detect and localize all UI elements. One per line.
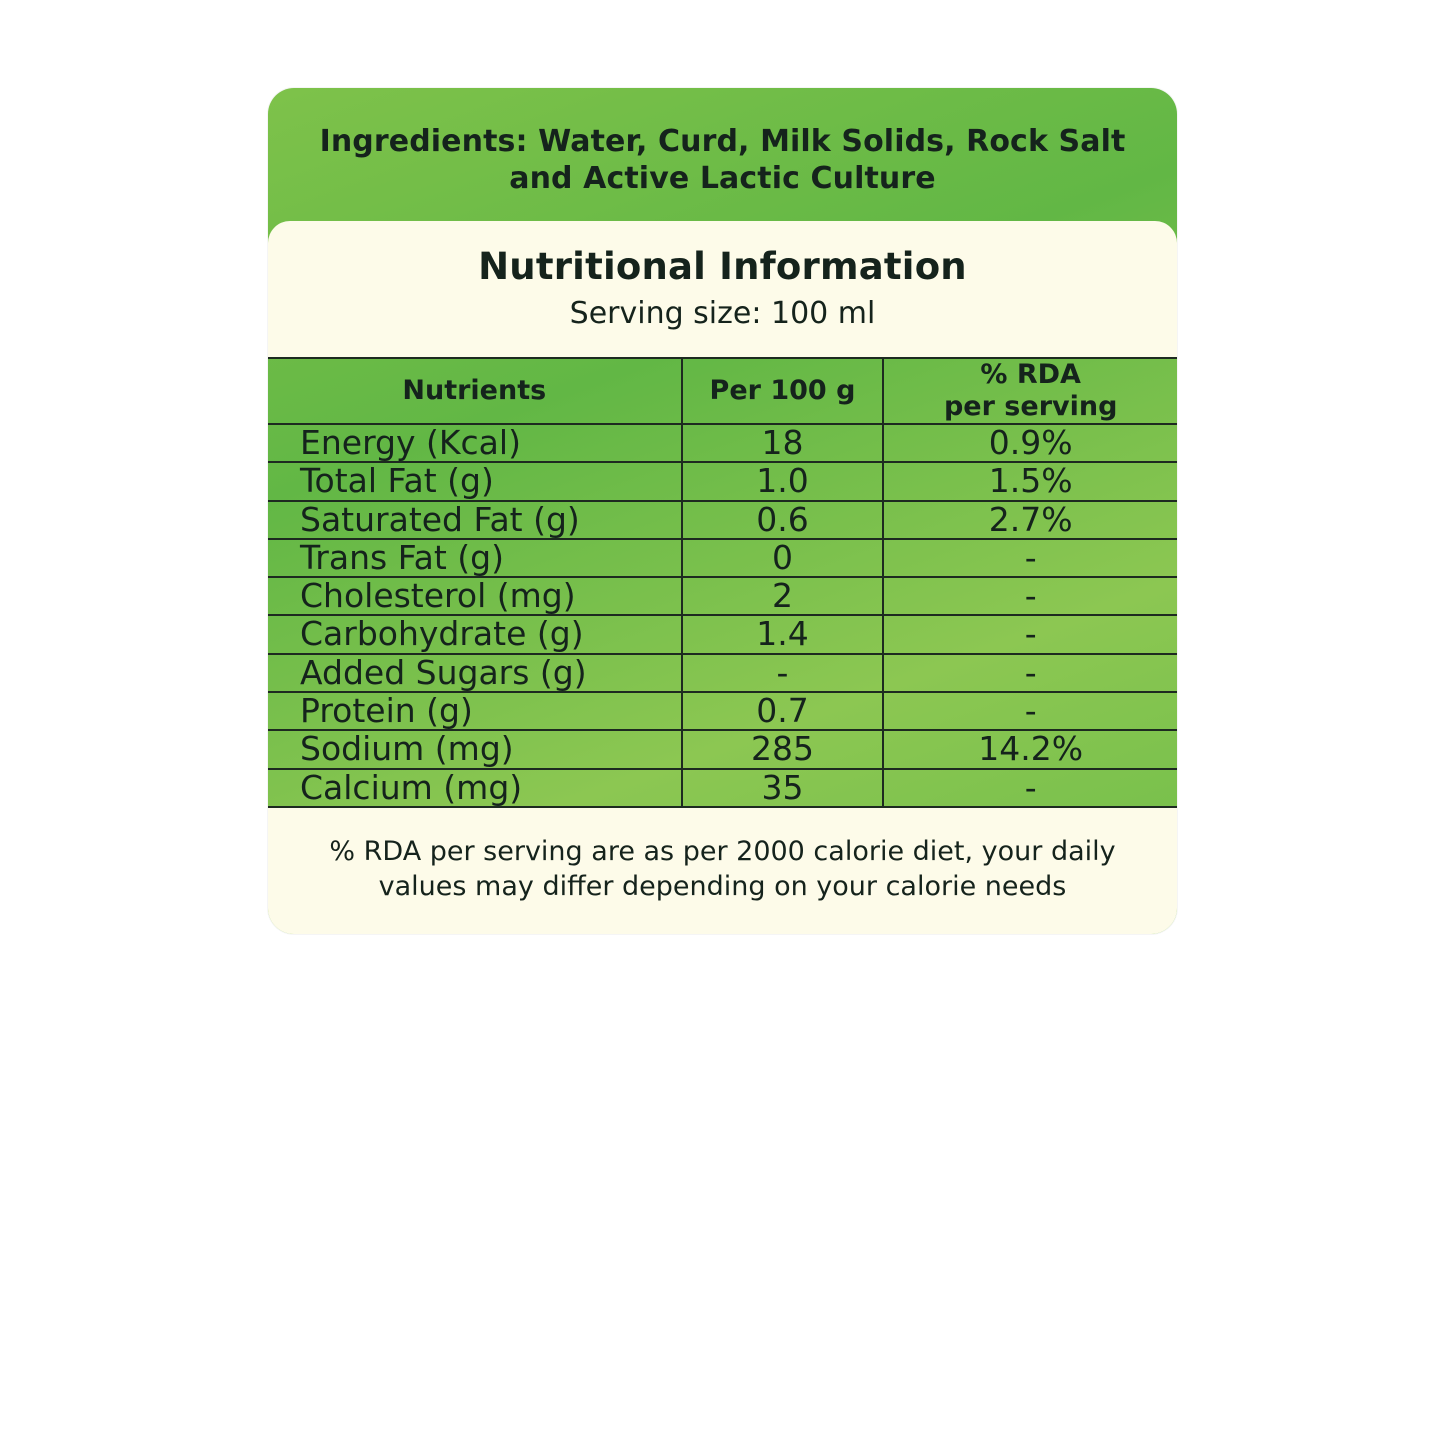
column-header-nutrients: Nutrients xyxy=(268,358,682,424)
nutrient-per-100g: 18 xyxy=(682,424,884,462)
nutrient-rda: 2.7% xyxy=(883,501,1177,539)
ingredients-text: Ingredients: Water, Curd, Milk Solids, Rock Salt and Active Lactic Culture xyxy=(319,124,1126,196)
nutrient-rda: - xyxy=(883,769,1177,807)
nutrient-name: Energy (Kcal) xyxy=(268,424,682,462)
nutrient-name: Protein (g) xyxy=(268,692,682,730)
nutrient-per-100g: 2 xyxy=(682,577,884,615)
nutrient-name: Total Fat (g) xyxy=(268,462,682,500)
nutrient-rda: 1.5% xyxy=(883,462,1177,500)
nutrient-rda: - xyxy=(883,692,1177,730)
table-row xyxy=(268,730,1177,768)
table-row xyxy=(268,769,1177,807)
table-row xyxy=(268,462,1177,500)
table-row xyxy=(268,424,1177,462)
nutrient-name: Added Sugars (g) xyxy=(268,654,682,692)
column-header-rda xyxy=(883,358,1177,424)
nutrient-rda: 0.9% xyxy=(883,424,1177,462)
nutrient-name: Carbohydrate (g) xyxy=(268,615,682,653)
nutrient-per-100g: 0.6 xyxy=(682,501,884,539)
nutrient-per-100g: 285 xyxy=(682,730,884,768)
nutrition-label-card xyxy=(268,88,1177,934)
column-header-per-100g: Per 100 g xyxy=(682,358,884,424)
table-row xyxy=(268,501,1177,539)
nutrient-per-100g: - xyxy=(682,654,884,692)
nutrient-rda: - xyxy=(883,615,1177,653)
column-header-rda-line2: per serving xyxy=(943,391,1118,423)
table-row xyxy=(268,654,1177,692)
table-row xyxy=(268,577,1177,615)
nutrient-name: Cholesterol (mg) xyxy=(268,577,682,615)
nutritional-information-header xyxy=(268,221,1177,357)
nutrient-per-100g: 1.0 xyxy=(682,462,884,500)
table-header-row xyxy=(268,358,1177,424)
page-title: Nutritional Information xyxy=(478,245,967,289)
nutrient-rda: - xyxy=(883,539,1177,577)
nutrient-rda: - xyxy=(883,654,1177,692)
table-row xyxy=(268,615,1177,653)
nutrient-per-100g: 35 xyxy=(682,769,884,807)
serving-size-text: Serving size: 100 ml xyxy=(569,296,876,332)
nutrient-per-100g: 0 xyxy=(682,539,884,577)
nutrient-name: Sodium (mg) xyxy=(268,730,682,768)
table-row xyxy=(268,692,1177,730)
nutrient-name: Calcium (mg) xyxy=(268,769,682,807)
table-row xyxy=(268,539,1177,577)
rda-footnote: % RDA per serving are as per 2000 calorie diet, your daily values may differ depending on your calorie needs xyxy=(268,808,1177,934)
nutrient-rda: 14.2% xyxy=(883,730,1177,768)
nutrient-per-100g: 1.4 xyxy=(682,615,884,653)
nutrient-rda: - xyxy=(883,577,1177,615)
nutrient-name: Trans Fat (g) xyxy=(268,539,682,577)
column-header-rda-line1: % RDA xyxy=(980,359,1081,391)
nutrient-per-100g: 0.7 xyxy=(682,692,884,730)
table-header xyxy=(268,358,1177,424)
table-body xyxy=(268,424,1177,807)
nutrient-name: Saturated Fat (g) xyxy=(268,501,682,539)
nutrition-table xyxy=(268,357,1177,808)
